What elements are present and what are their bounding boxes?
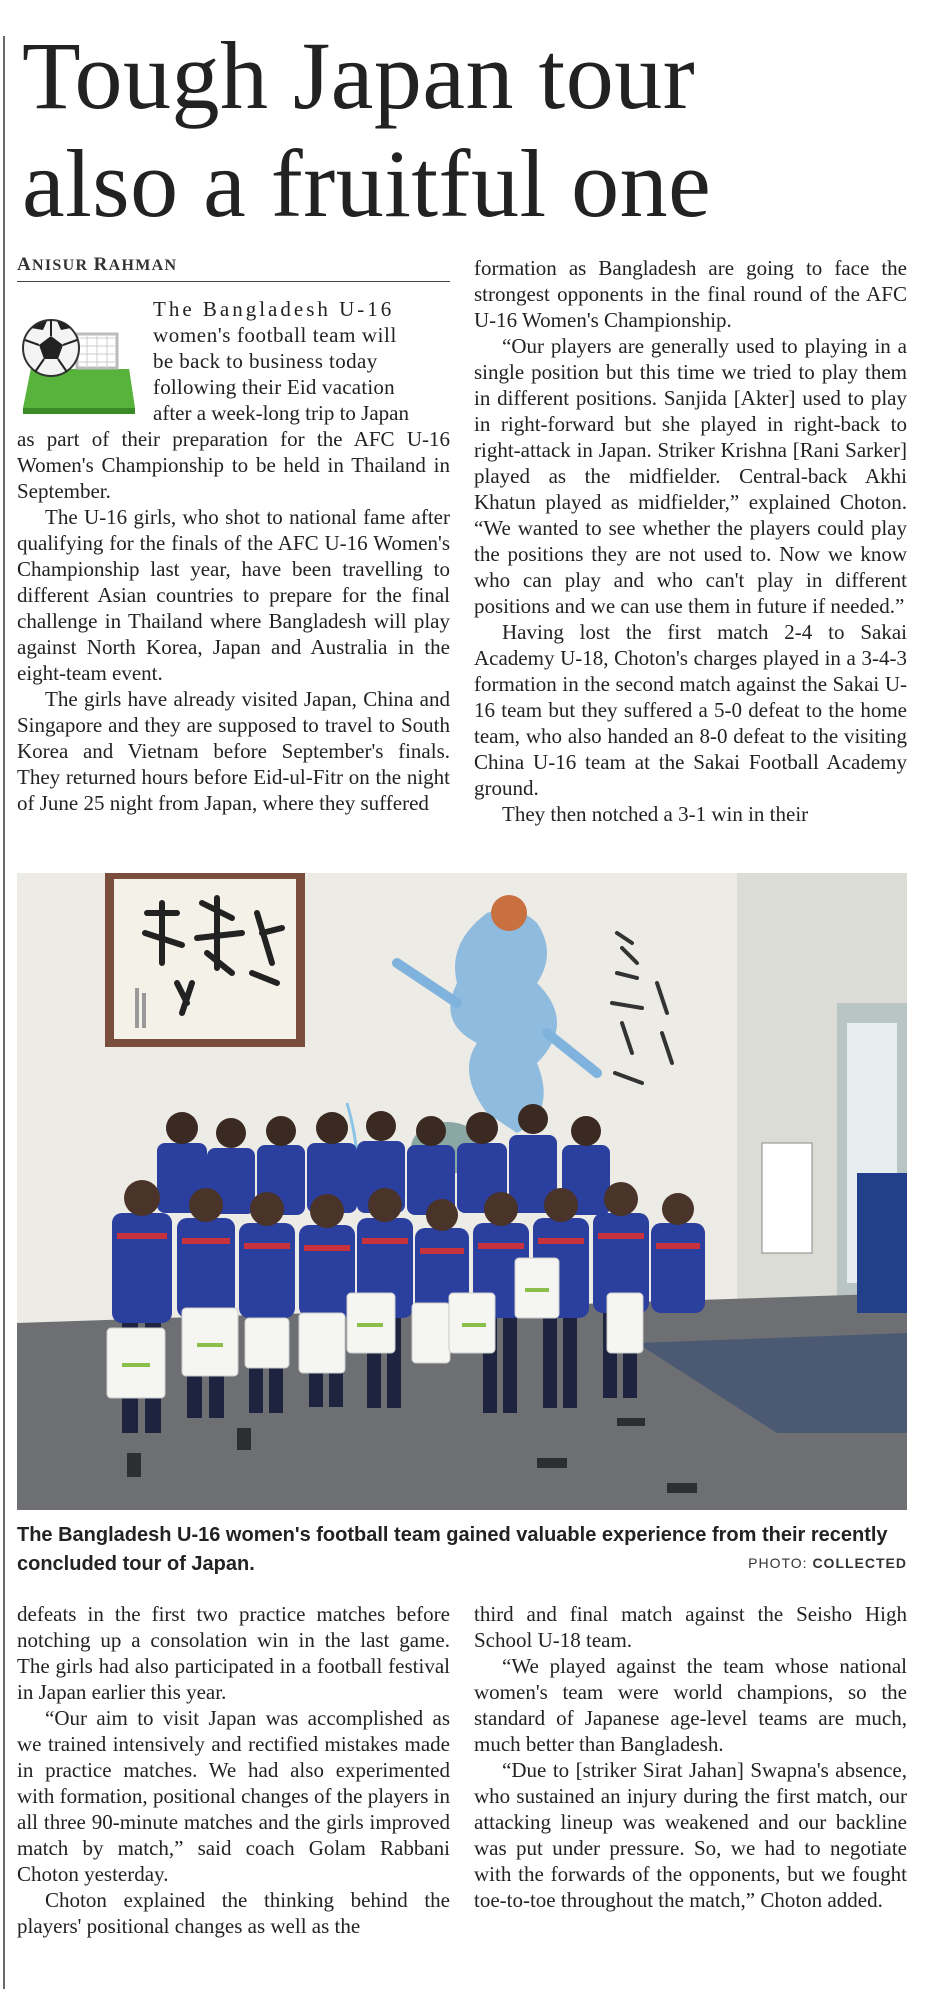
article-column-1: The Bangladesh U-16 women's football team will be back to business today following their Eid vacation after a week-long trip to Japan as part of their preparation for the AFC U-16 Women's Championship to be held in Thailand in September. The U-16 girls, who shot to national fame after qualifying for the finals of the AFC U-16 Women's Championship last year, have been travelling to different Asian countries to prepare for the final challenge in Thailand where Bangladesh will play against North Korea, Japan and Australia in the eight-team event. The girls have already visited Japan, China and Singapore and they are supposed to travel to South Korea and Vietnam before September's finals. They returned hours before Eid-ul-Fitr on the night of June 25 night from Japan, where they suffered: [17, 297, 450, 815]
paragraph: third and final match against the Seisho High School U-18 team.: [474, 1602, 907, 1652]
paragraph: Having lost the first match 2-4 to Sakai Academy U-18, Choton's charges played in a 3-4-3 formation in the second match against the Sakai U-16 team but they suffered a 5-0 defeat to the home team, who also handed an 8-0 defeat to the visiting China U-16 team at the Sakai Football Academy ground.: [474, 620, 907, 800]
photo-credit: PHOTO: COLLECTED: [748, 1555, 907, 1571]
headline: [22, 22, 711, 238]
photo-caption: The Bangladesh U-16 women's football team gained valuable experience from their recently concluded tour of Japan. PHOTO: COLLECTED: [17, 1521, 907, 1579]
paragraph: formation as Bangladesh are going to face the strongest opponents in the final round of the AFC U-16 Women's Championship.: [474, 256, 907, 332]
byline: ANISUR RAHMAN: [17, 254, 450, 282]
paragraph: The U-16 girls, who shot to national fame after qualifying for the finals of the AFC U-16 Women's Championship last year, have been travelling to different Asian countries to prepare for the final challenge in Thailand where Bangladesh will play against North Korea, Japan and Australia in the eight-team event.: [17, 505, 450, 685]
paragraph: They then notched a 3-1 win in their: [502, 802, 809, 826]
article-column-4: [474, 1601, 907, 1913]
article-column-3: [17, 1601, 450, 1939]
paragraph: as part of their preparation for the AFC U-16 Women's Championship to be held in Thailand in September.: [17, 427, 450, 503]
headline-line-2: also a fruitful one: [22, 130, 712, 237]
paragraph: The girls have already visited Japan, China and Singapore and they are supposed to travel to South Korea and Vietnam before September's finals. They returned hours before Eid-ul-Fitr on the night of June 25 night from Japan, where they suffered: [17, 687, 450, 815]
article-column-2: [474, 255, 907, 827]
paragraph: Choton explained the thinking behind the players' positional changes as well as the: [17, 1888, 450, 1938]
team-photo: [17, 873, 907, 1510]
column-rule: [3, 36, 5, 1989]
paragraph: “Our aim to visit Japan was accomplished as we trained intensively and rectified mistakes made in practice matches. We had also experimented with formation, positional changes of the players in all three 90-minute matches and the girls improved match by match,” said coach Golam Rabbani Choton yesterday.: [17, 1706, 450, 1886]
headline-line-1: Tough Japan tour: [22, 22, 696, 129]
paragraph: “Our players are generally used to playing in a single position but this time we tried to play them in different positions. Sanjida [Akter] used to play in right-forward but she played in right-back to right-attack in Japan. Striker Krishna [Rani Sarker] played as the midfielder. Central-back Akhi Khatun played as midfielder,” explained Choton. “We wanted to see whether the players could play the positions they are not used to. Now we know who can play and who can't play in different positions and we can use them in future if needed.”: [474, 334, 907, 618]
football-icon: [17, 296, 143, 416]
paragraph: “We played against the team whose national women's team were world champions, so the standard of Japanese age-level teams are much, much better than Bangladesh.: [474, 1654, 907, 1756]
paragraph: defeats in the first two practice matches before notching up a consolation win in the last game. The girls had also participated in a football festival in Japan earlier this year.: [17, 1602, 450, 1704]
paragraph: “Due to [striker Sirat Jahan] Swapna's absence, who sustained an injury during the first match, our attacking lineup was weakened and our backline was put under pressure. So, we had to negotiate with the forwards of the opponents, but we fought toe-to-toe throughout the match,” Choton added.: [474, 1758, 907, 1912]
